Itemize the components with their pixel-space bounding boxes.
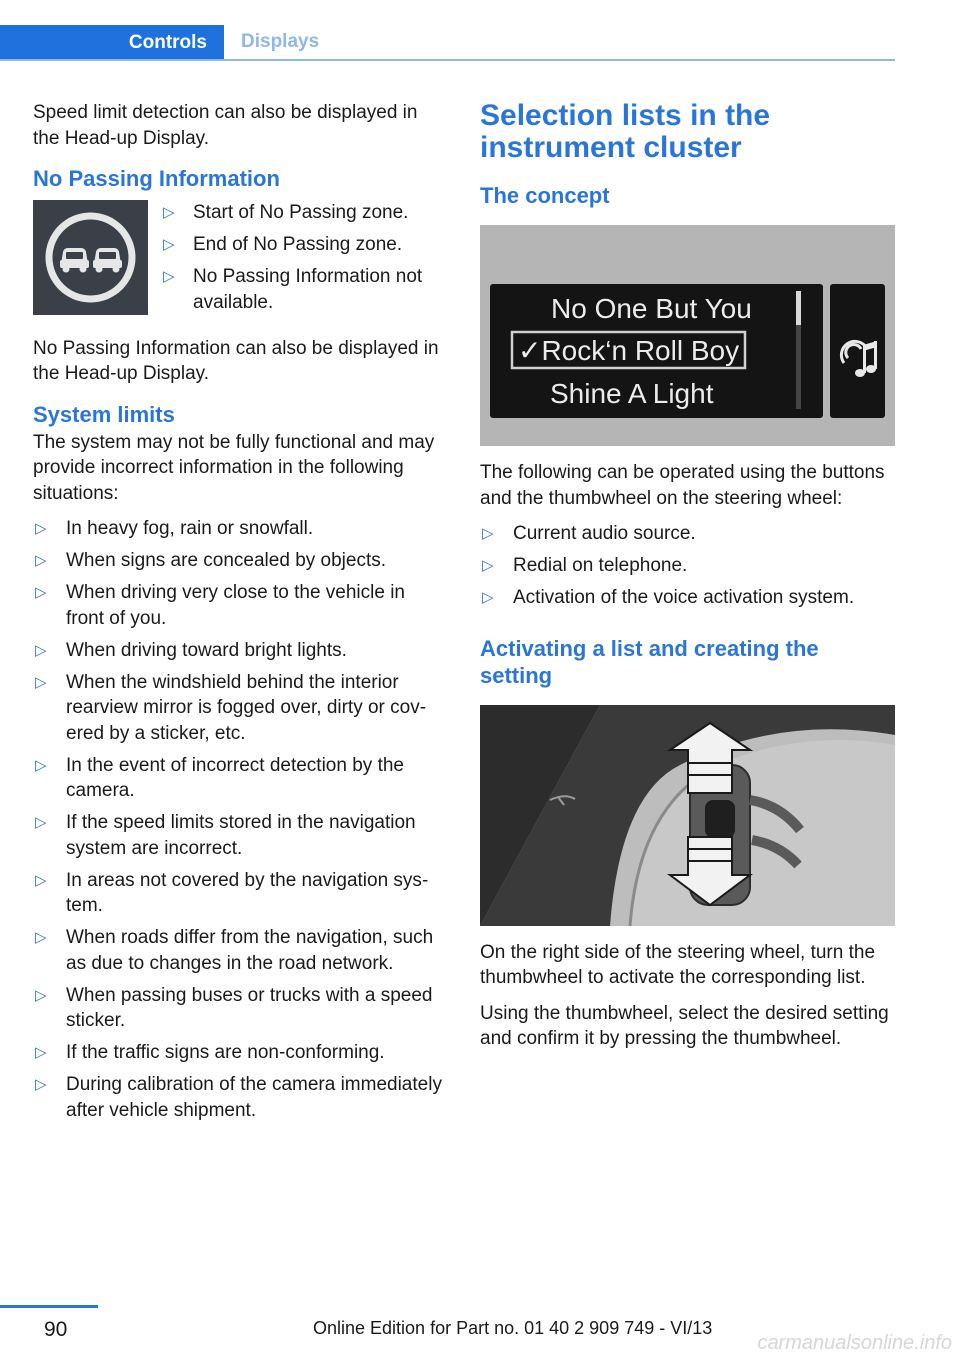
steering-wheel-thumbwheel-figure (480, 705, 895, 926)
list-item: ▷ Activation of the voice activation system. (480, 585, 895, 611)
list-item: ▷ In areas not covered by the navigation system. (35, 869, 429, 916)
right-column (480, 100, 895, 1062)
list-item: ▷ Redial on telephone. (480, 553, 895, 579)
footer-rule (0, 1305, 98, 1308)
list-item: ▷ In the event of incorrect detection by the camera. (35, 754, 404, 801)
concept-list (480, 521, 895, 611)
triangle-bullet-icon: ▷ (482, 589, 494, 606)
triangle-bullet-icon: ▷ (35, 641, 47, 659)
triangle-bullet-icon: ▷ (35, 1044, 47, 1061)
list-item: ▷ When signs are concealed by objects. (33, 548, 445, 574)
activating-paragraph-2: Using the thumbwheel, select the desired setting and confirm it by pressing the thumbwheel. (480, 1002, 889, 1049)
list-item: ▷ During calibration of the camera immediately after vehicle shipment. (35, 1074, 442, 1121)
no-passing-hud-note: No Passing Information can also be displayed in the Head-up Display. (33, 337, 439, 384)
triangle-bullet-icon: ▷ (163, 236, 175, 253)
triangle-bullet-icon: ▷ (35, 584, 47, 601)
triangle-bullet-icon: ▷ (482, 557, 494, 574)
triangle-bullet-icon: ▷ (482, 525, 494, 542)
speed-limit-hud-note: Speed limit detection can also be displayed in the Head-up Display. (33, 102, 418, 149)
online-edition-text: Online Edition for Part no. 01 40 2 909 749 - VI/13 (313, 1318, 713, 1338)
concept-heading: The concept (480, 183, 610, 208)
screen-item-rockn-roll-boy: ✓Rock‘n Roll Boy (518, 335, 740, 366)
triangle-bullet-icon: ▷ (35, 929, 47, 946)
system-limits-list (33, 516, 445, 1123)
selection-lists-heading: Selection lists in the instrument cluster (480, 99, 771, 164)
left-column (33, 100, 445, 1133)
list-item: ▷ In heavy fog, rain or snowfall. (33, 516, 445, 542)
page-number: 90 (44, 1318, 68, 1341)
list-item: ▷ When driving very close to the vehicle in front of you. (35, 582, 405, 629)
instrument-cluster-list-figure (480, 225, 895, 446)
list-item: ▷ When roads differ from the navigation, such as due to changes in the road network. (35, 927, 434, 974)
list-item: ▷ Start of No Passing zone. (161, 200, 445, 226)
watermark: carmanualsonline.info (757, 1332, 952, 1354)
triangle-bullet-icon: ▷ (35, 1076, 47, 1093)
triangle-bullet-icon: ▷ (35, 986, 47, 1004)
no-passing-sign-image (33, 200, 148, 315)
list-item: ▷ When passing buses or trucks with a speed sticker. (35, 984, 433, 1031)
no-passing-heading: No Passing Information (33, 166, 280, 191)
instrument-cluster-screen-illustration (480, 225, 895, 446)
list-item: ▷ No Passing Information not available. (163, 266, 423, 313)
triangle-bullet-icon: ▷ (163, 268, 175, 285)
triangle-bullet-icon: ▷ (35, 673, 47, 691)
steering-wheel-illustration (480, 705, 895, 926)
triangle-bullet-icon: ▷ (163, 204, 175, 221)
list-item: ▷ When driving toward bright lights. (33, 638, 445, 664)
header-rule (0, 59, 895, 61)
triangle-bullet-icon: ▷ (35, 814, 47, 831)
no-passing-sign-icon (33, 200, 148, 315)
activating-paragraph-1: On the right side of the steering wheel, turn the thumbwheel to activate the corresponding list. (480, 941, 876, 988)
list-item: ▷ If the traffic signs are non-conforming. (33, 1040, 445, 1066)
no-passing-block (33, 200, 445, 322)
triangle-bullet-icon: ▷ (35, 871, 47, 889)
screen-item-no-one-but-you: No One But You (551, 293, 752, 324)
list-item: ▷ When the windshield behind the interior rearview mirror is fogged over, dirty or covered by a sticker, etc. (35, 671, 427, 744)
triangle-bullet-icon: ▷ (35, 552, 47, 569)
triangle-bullet-icon: ▷ (35, 520, 47, 537)
system-limits-heading: System limits (33, 401, 175, 427)
list-item: ▷ Current audio source. (480, 521, 895, 547)
header-tabs (0, 25, 895, 61)
tab-displays[interactable]: Displays (241, 31, 320, 52)
list-item: ▷ If the speed limits stored in the navigation system are incorrect. (35, 812, 416, 859)
tab-controls[interactable]: Controls (0, 25, 224, 61)
concept-intro: The following can be operated using the buttons and the thumbwheel on the steering wheel: (480, 462, 885, 509)
no-passing-list (161, 200, 445, 322)
system-limits-intro: The system may not be fully functional and may provide incorrect information in the following situations: (33, 431, 435, 504)
screen-item-shine-a-light: Shine A Light (550, 378, 714, 409)
activating-list-heading: Activating a list and creating the setting (480, 635, 819, 688)
triangle-bullet-icon: ▷ (35, 756, 47, 774)
list-item: ▷ End of No Passing zone. (161, 232, 445, 258)
